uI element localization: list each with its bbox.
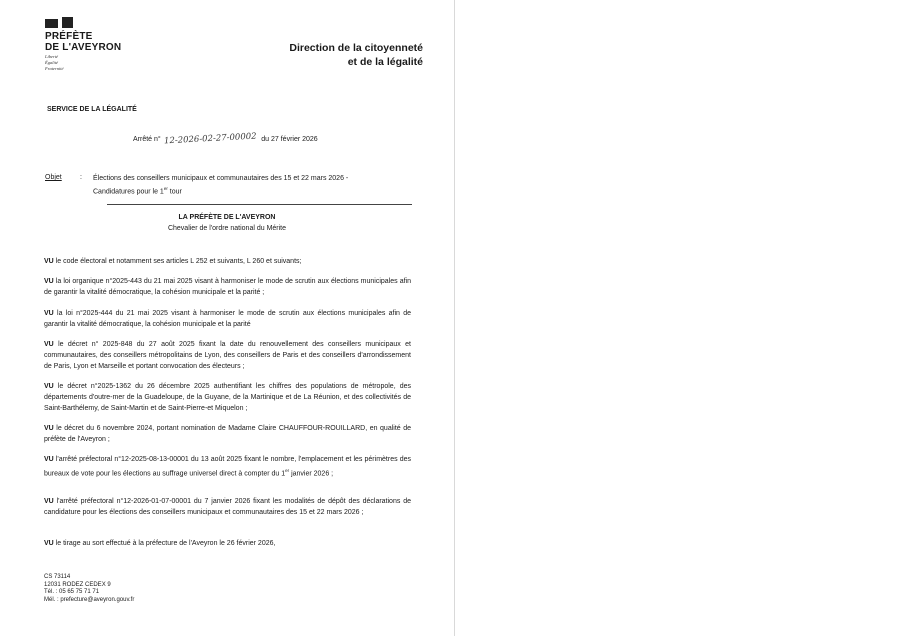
arrete-prefix: Arrêté n° (133, 136, 161, 143)
vu-paragraph: VU le décret n° 2025-848 du 27 août 2025 fixant la date du renouvellement des conseillers municipaux et communautaires, des conseillers métropolitains de Lyon, des conseillers de Paris et des conseillers d'arrondissement de Paris, Lyon et Marseille et portant convocation des électeurs ; (44, 341, 411, 370)
arrete-handwritten-number: 12-2026-02-27-00002 (163, 131, 257, 147)
footer-line-2: 12031 RODEZ CEDEX 9 (44, 581, 111, 588)
vu-paragraph: VU la loi organique n°2025-443 du 21 mai 2025 visant à harmoniser le mode de scrutin aux élections municipales afin de garantir la vitalité démocratique, la cohésion municipale et la parité ; (44, 278, 411, 296)
objet-line-1: Élections des conseillers municipaux et communautaires des 15 et 22 mars 2026 - (93, 175, 349, 182)
motto-egalite: Égalité (45, 60, 58, 65)
objet-colon: : (80, 174, 82, 181)
footer-line-4: Mél. : prefecture@aveyron.gouv.fr (44, 596, 135, 603)
direction-line-1: Direction de la citoyenneté (289, 42, 423, 54)
motto-fraternite: Fraternité (45, 66, 64, 71)
blank-page (454, 0, 900, 636)
address-footer (44, 574, 134, 604)
vu-paragraph: VU le code électoral et notamment ses articles L 252 et suivants, L 260 et suivants; (44, 258, 302, 265)
footer-line-1: CS 73114 (44, 574, 71, 580)
objet-line-2: Candidatures pour le 1er tour (93, 186, 182, 196)
authority-subtitle: Chevalier de l'ordre national du Mérite (167, 225, 287, 232)
authority-title: LA PRÉFÈTE DE L'AVEYRON (178, 214, 276, 221)
logo-line-1: PRÉFÈTE (45, 31, 93, 42)
marianne-flag-icon (45, 17, 73, 28)
vu-paragraph: VU la loi n°2025-444 du 21 mai 2025 visant à harmoniser le mode de scrutin aux élections municipales afin de garantir la vitalité démocratique, la cohésion municipale et la parité (44, 310, 411, 328)
service-heading: SERVICE DE LA LÉGALITÉ (47, 106, 137, 113)
arrete-date: du 27 février 2026 (261, 136, 318, 143)
motto-liberte: Liberté (45, 54, 58, 59)
footer-line-3: Tél. : 05 65 75 71 71 (44, 589, 100, 595)
objet-label: Objet (45, 174, 62, 181)
vu-paragraph: VU le décret n°2025-1362 du 26 décembre 2025 authentifiant les chiffres des populations de métropole, des départements d'outre-mer de la Guadeloupe, de la Guyane, de la Martinique et de La Réunion, et des collectivités de Saint-Barthélemy, de Saint-Martin et de Saint-Pierre-et Miquelon ; (44, 383, 411, 412)
arrete-line (133, 131, 318, 147)
direction-line-2: et de la légalité (347, 56, 423, 68)
vu-paragraph: VU le tirage au sort effectué à la préfecture de l'Aveyron le 26 février 2026, (44, 540, 276, 547)
vu-paragraph: VU le décret du 6 novembre 2024, portant nomination de Madame Claire CHAUFFOUR-ROUILLARD, en qualité de préfète de l'Aveyron ; (44, 425, 411, 443)
objet-text (93, 174, 403, 197)
separator-rule (107, 204, 412, 205)
vu-paragraph: VU l'arrêté préfectoral n°12-2025-08-13-00001 du 13 août 2025 fixant le nombre, l'emplacement et les périmètres des bureaux de vote pour les élections au suffrage universel direct à compter du 1er janvier 2026 ; (44, 456, 411, 478)
direction-heading (230, 41, 423, 69)
logo-line-2: DE L'AVEYRON (45, 42, 122, 53)
vu-paragraph: VU l'arrêté préfectoral n°12-2026-01-07-00001 du 7 janvier 2026 fixant les modalités de dépôt des déclarations de candidature pour les élections des conseillers municipaux et communautaires des 15 et 22 mars 2026 ; (44, 498, 411, 516)
